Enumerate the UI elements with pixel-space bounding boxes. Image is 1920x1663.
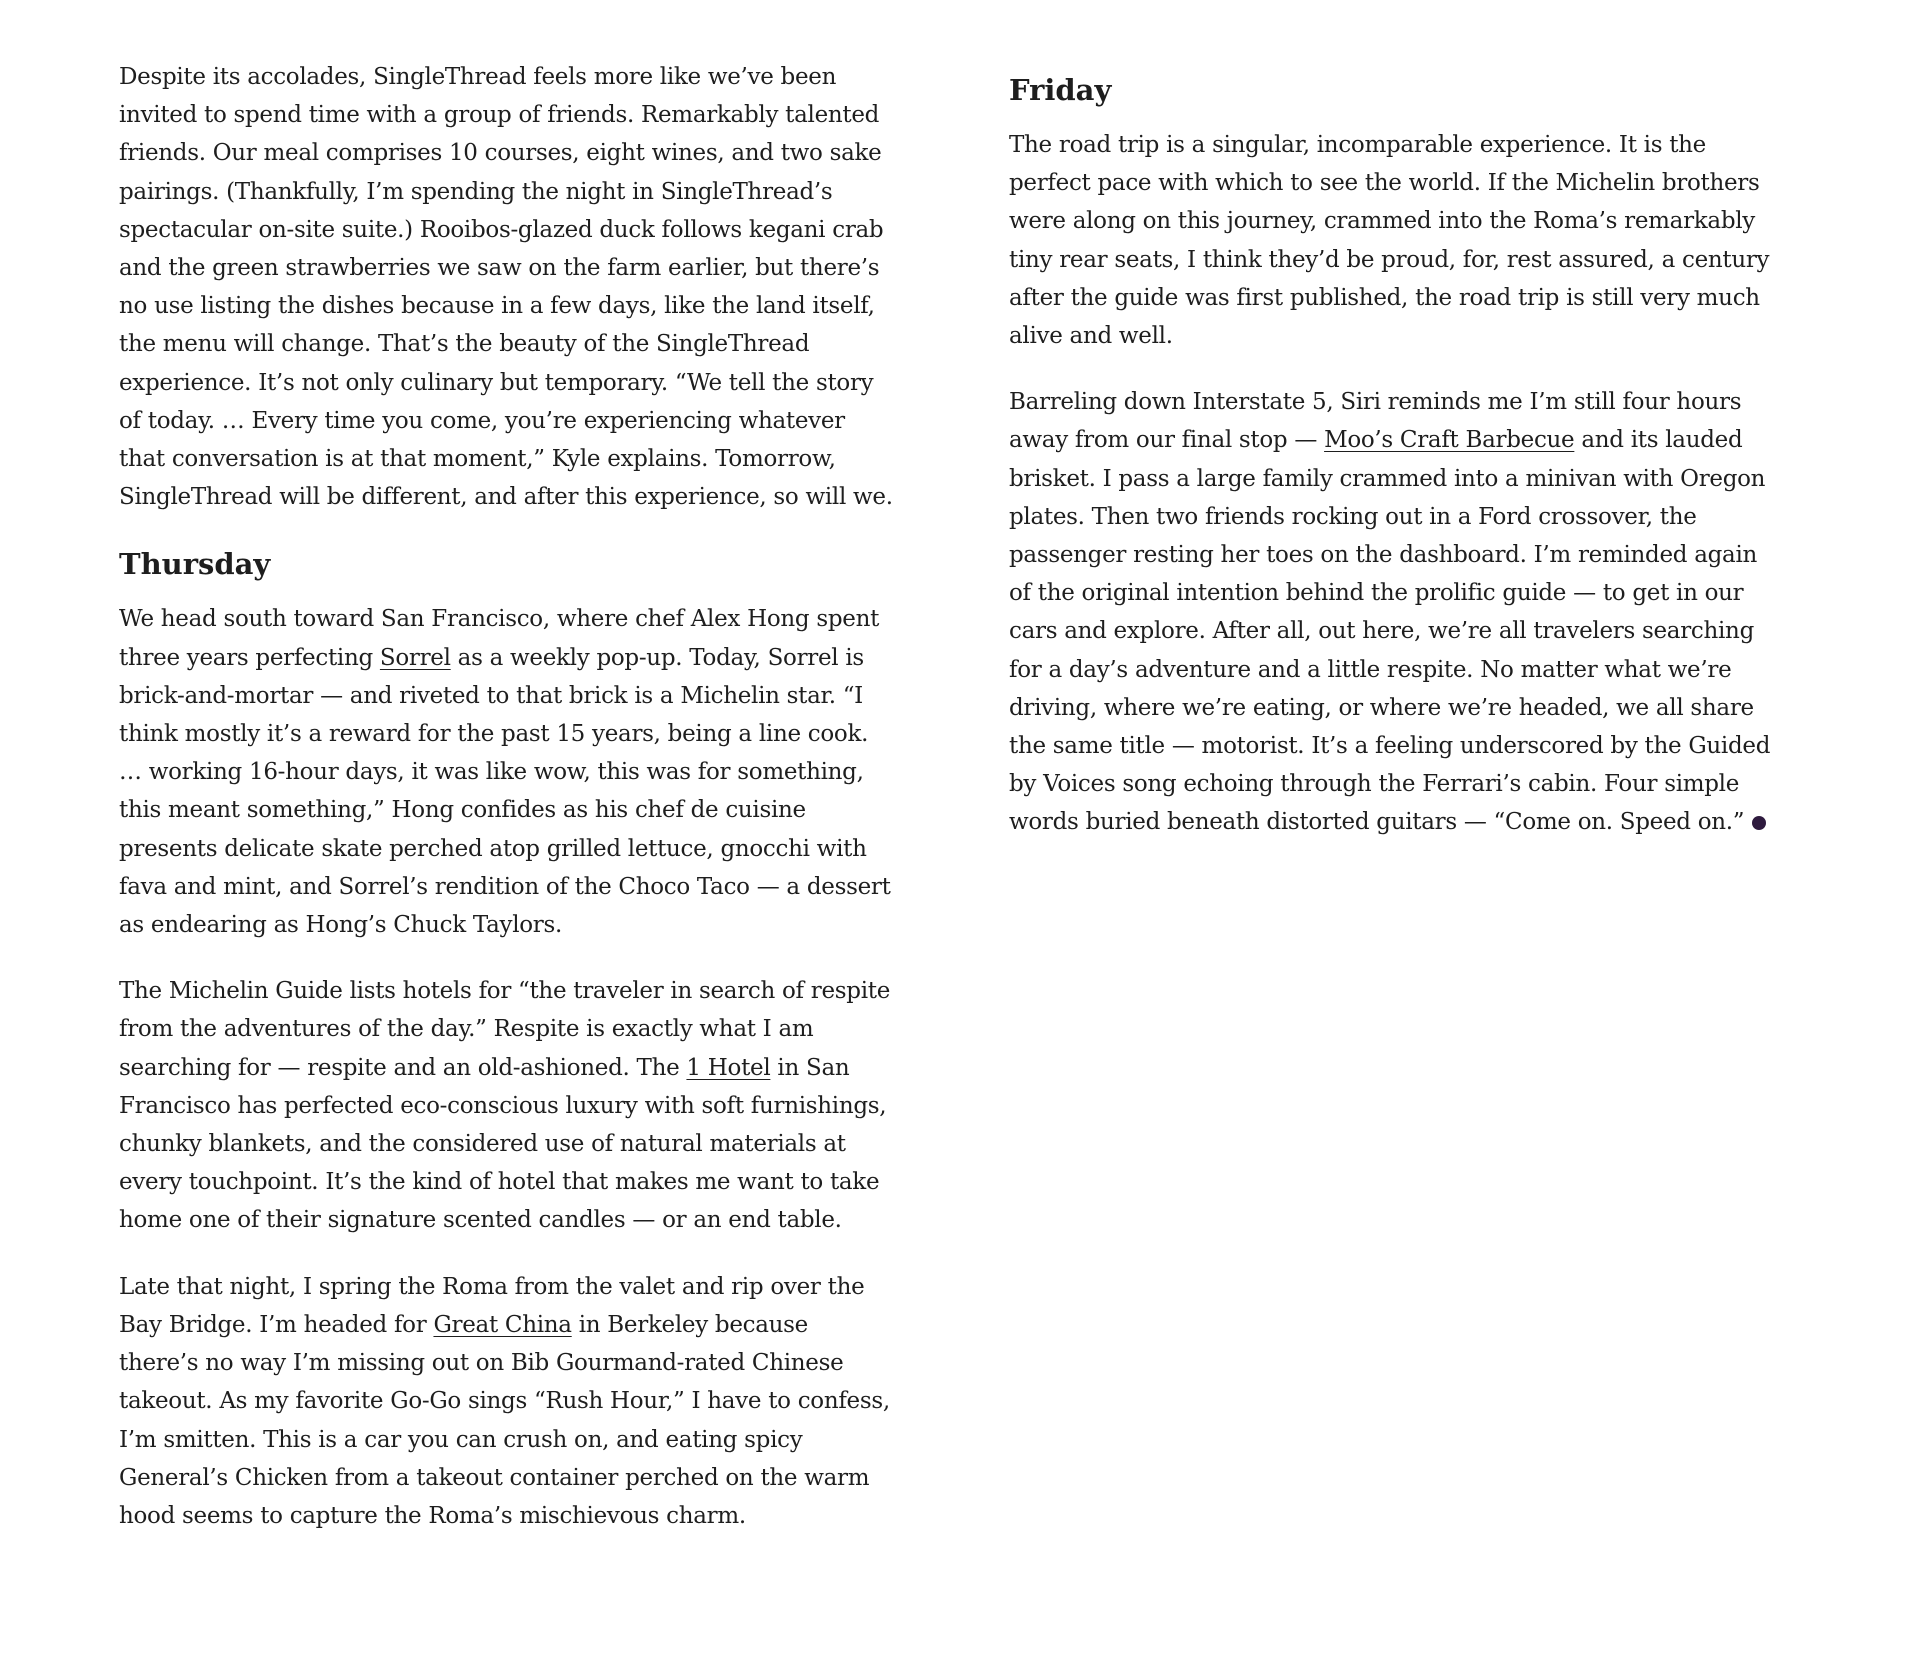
left-column [119,58,894,1563]
paragraph-moos-craft [1009,383,1784,841]
paragraph-great-china [119,1268,894,1535]
great-china-link[interactable]: Great China [433,1311,572,1338]
paragraph-sorrel [119,600,894,944]
heading-friday: Friday [1009,73,1112,107]
sorrel-link[interactable]: Sorrel [379,644,451,671]
heading-thursday: Thursday [119,547,271,582]
paragraph-text: and its lauded brisket. I pass a large family crammed into a minivan with Oregon plates. Then two friends rocking out in a Ford crossover, the passenger resting her toes on the dashboard. I’m reminded again of the original intention behind the prolific guide — to get in our cars and explore. After all, out here, we’re all travelers searching for a day’s adventure and a little respite. No matter what we’re driving, where we’re eating, or where we’re headed, we all share the same title — motorist. It’s a feeling underscored by the Guided by Voices song echoing through the Ferrari’s cabin. Four simple words buried beneath distorted guitars — “Come on. Speed on.” [1009,427,1771,836]
paragraph-road-trip: The road trip is a singular, incomparable experience. It is the perfect pace with which to see the world. If the Michelin brothers were along on this journey, crammed into the Roma’s remarkably tiny rear seats, I think they’d be proud, for, rest assured, a century after the guide was first published, the road trip is still very much alive and well. [1009,132,1770,350]
1-hotel-link[interactable]: 1 Hotel [686,1054,771,1081]
paragraph-text: Barreling down Interstate 5, Siri reminds me I’m still four hours away from our final stop — [1009,389,1742,454]
right-column [1009,58,1784,870]
paragraph-text: in San Francisco has perfected eco-conscious luxury with soft furnishings, chunky blankets, and the considered use of natural materials at every touchpoint. It’s the kind of hotel that makes me want to take home one of their signature scented candles — or an end table. [119,1054,887,1234]
article-end-mark-icon [1752,816,1766,830]
moos-craft-barbecue-link[interactable]: Moo’s Craft Barbecue [1324,427,1575,454]
paragraph-singlethread: Despite its accolades, SingleThread feels more like we’ve been invited to spend time with a group of friends. Remarkably talented friends. Our meal comprises 10 courses, eight wines, and two sake pairings. (Thankfully, I’m spending the night in SingleThread’s spectacular on-site suite.) Rooibos-glazed duck follows kegani crab and the green strawberries we saw on the farm earlier, but there’s no use listing the dishes because in a few days, like the land itself, the menu will change. That’s the beauty of the SingleThread experience. It’s not only culinary but temporary. “We tell the story of today. … Every time you come, you’re experiencing whatever that conversation is at that moment,” Kyle explains. Tomorrow, SingleThread will be different, and after this experience, so will we. [119,64,893,511]
paragraph-text: Late that night, I spring the Roma from the valet and rip over the Bay Bridge. I’m headed for [119,1273,865,1338]
paragraph-1-hotel [119,972,894,1239]
paragraph-text: We head south toward San Francisco, where chef Alex Hong spent three years perfecting [119,606,880,671]
paragraph-text: The Michelin Guide lists hotels for “the traveler in search of respite from the adventures of the day.” Respite is exactly what I am searching for — respite and an old-ashioned. The [119,978,891,1081]
paragraph-text: as a weekly pop-up. Today, Sorrel is brick-and-mortar — and riveted to that brick is a Michelin star. “I think mostly it’s a reward for the past 15 years, being a line cook. … working 16-hour days, it was like wow, this was for something, this meant something,” Hong confides as his chef de cuisine presents delicate skate perched atop grilled lettuce, gnocchi with fava and mint, and Sorrel’s rendition of the Choco Taco — a dessert as endearing as Hong’s Chuck Taylors. [119,644,891,939]
paragraph-text: in Berkeley because there’s no way I’m missing out on Bib Gourmand-rated Chinese takeout. As my favorite Go-Go sings “Rush Hour,” I have to confess, I’m smitten. This is a car you can crush on, and eating spicy General’s Chicken from a takeout container perched on the warm hood seems to capture the Roma’s mischievous charm. [119,1311,890,1529]
